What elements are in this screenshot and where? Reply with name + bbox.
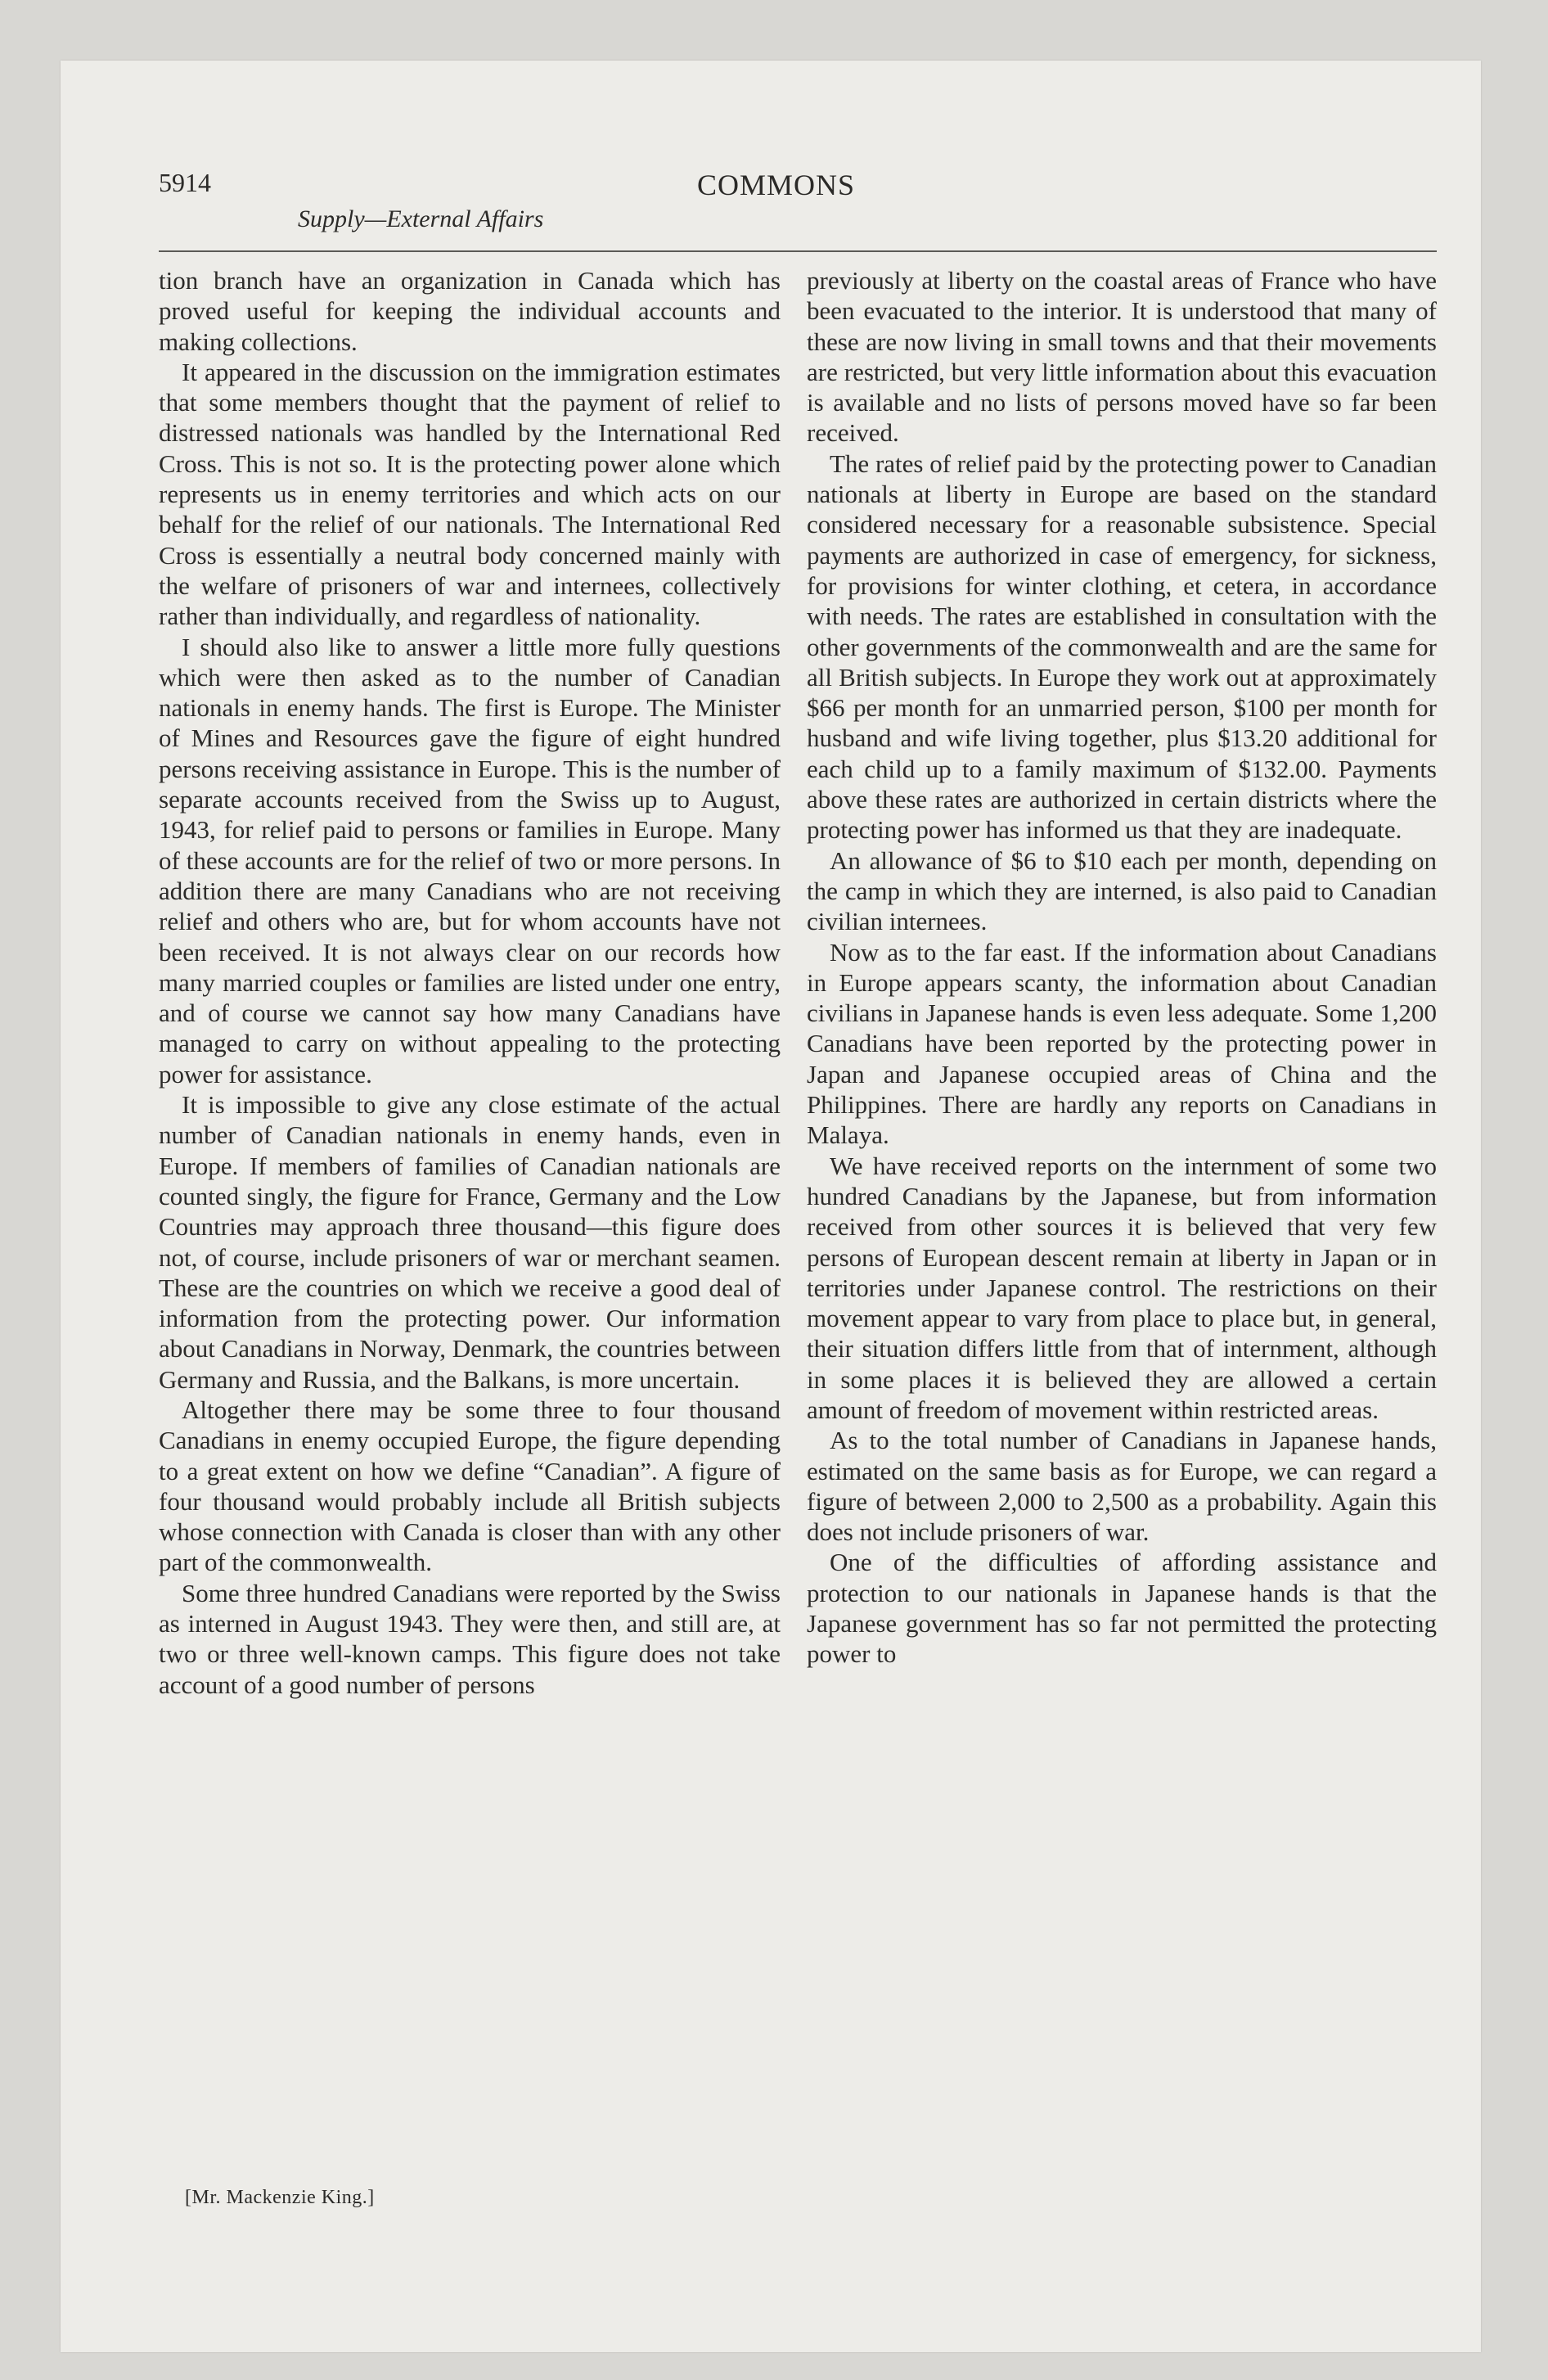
paragraph: It appeared in the discussion on the immigration estimates that some members thought that the payment of relief to distressed nationals was handled by the International Red Cross. This is not so. It is the protecting power alone which represents us in enemy territories and which acts on our behalf for the relief of our nationals. The International Red Cross is essentially a neutral body concerned mainly with the welfare of prisoners of war and internees, collectively rather than individually, and regardless of nationality. [159,357,781,631]
paragraph: previously at liberty on the coastal areas of France who have been evacuated to the interior. It is understood that many of these are now living in small towns and that their movements are restricted, but very little information about this evacuation is available and no lists of persons moved have so far been received. [807,266,1437,448]
paragraph: The rates of relief paid by the protecting power to Canadian nationals at liberty in Europe are based on the standard considered necessary for a reasonable subsistence. Special payments are authorized in case of emergency, for sickness, for provisions for winter clothing, et cetera, in accordance with needs. The rates are established in consultation with the other governments of the commonwealth and are the same for all British subjects. In Europe they work out at approximately $66 per month for an unmarried person, $100 per month for husband and wife living together, plus $13.20 additional for each child up to a family maximum of $132.00. Payments above these rates are authorized in certain districts where the protecting power has informed us that they are inadequate. [807,449,1438,845]
paragraph: An allowance of $6 to $10 each per month, depending on the camp in which they are interned, is also paid to Canadian civilian internees. [807,845,1437,936]
paragraph: It is impossible to give any close estimate of the actual number of Canadian nationals in enemy hands, even in Europe. If members of families of Canadian nationals are counted singly, the figure for France, Germany and the Low Countries may approach three thousand—this figure does not, of course, include prisoners of war or merchant seamen. These are the countries on which we receive a good deal of information from the protecting power. Our information about Canadians in Norway, Denmark, the countries between Germany and Russia, and the Balkans, is more uncertain. [159,1090,781,1394]
right-column [807,265,1437,1670]
speaker-note: [Mr. Mackenzie King.] [185,2187,375,2208]
journal-name: COMMONS [697,169,856,201]
paragraph: I should also like to answer a little more fully questions which were then asked as to the number of Canadian nationals in enemy hands. The first is Europe. The Minister of Mines and Resources gave the figure of eight hundred persons receiving assistance in Europe. This is the number of separate accounts received from the Swiss up to August, 1943, for relief paid to persons or families in Europe. Many of these accounts are for the relief of two or more persons. In addition there are many Canadians who are not receiving relief and others who are, but for whom accounts have not been received. It is not always clear on our records how many married couples or families are listed under one entry, and of course we cannot say how many Canadians have managed to carry on without appealing to the protecting power for assistance. [159,632,781,1089]
paragraph: tion branch have an organization in Canada which has proved useful for keeping the individual accounts and making collections. [159,266,781,356]
paragraph: One of the difficulties of affording assistance and protection to our nationals in Japanese hands is that the Japanese government has so far not permitted the protecting power to [807,1548,1437,1669]
hansard-page [61,61,1481,2352]
paragraph: As to the total number of Canadians in Japanese hands, estimated on the same basis as for Europe, we can regard a figure of between 2,000 to 2,500 as a probability. Again this does not include prisoners of war. [807,1426,1437,1547]
running-head [61,168,1481,232]
section-title: Supply—External Affairs [298,205,544,232]
header-rule [159,250,1437,252]
left-column [159,265,781,1700]
page-number: 5914 [159,168,211,197]
paragraph: We have received reports on the internment of some two hundred Canadians by the Japanese, but from information received from other sources it is believed that very few persons of European descent remain at liberty in Japan or in territories under Japanese control. The restrictions on their movement appear to vary from place to place but, in general, their situation differs little from that of internment, although in some places it is believed they are allowed a certain amount of freedom of movement within restricted areas. [807,1151,1437,1424]
paragraph: Altogether there may be some three to four thousand Canadians in enemy occupied Europe, the figure depending to a great extent on how we define “Canadian”. A figure of four thousand would probably include all British subjects whose connection with Canada is closer than with any other part of the commonwealth. [159,1395,781,1577]
paragraph: Now as to the far east. If the information about Canadians in Europe appears scanty, the information about Canadian civilians in Japanese hands is even less adequate. Some 1,200 Canadians have been reported by the protecting power in Japan and Japanese occupied areas of China and the Philippines. There are hardly any reports on Canadians in Malaya. [807,937,1437,1150]
paragraph: Some three hundred Canadians were reported by the Swiss as interned in August 1943. They were then, and still are, at two or three well-known camps. This figure does not take account of a good number of persons [159,1578,781,1699]
